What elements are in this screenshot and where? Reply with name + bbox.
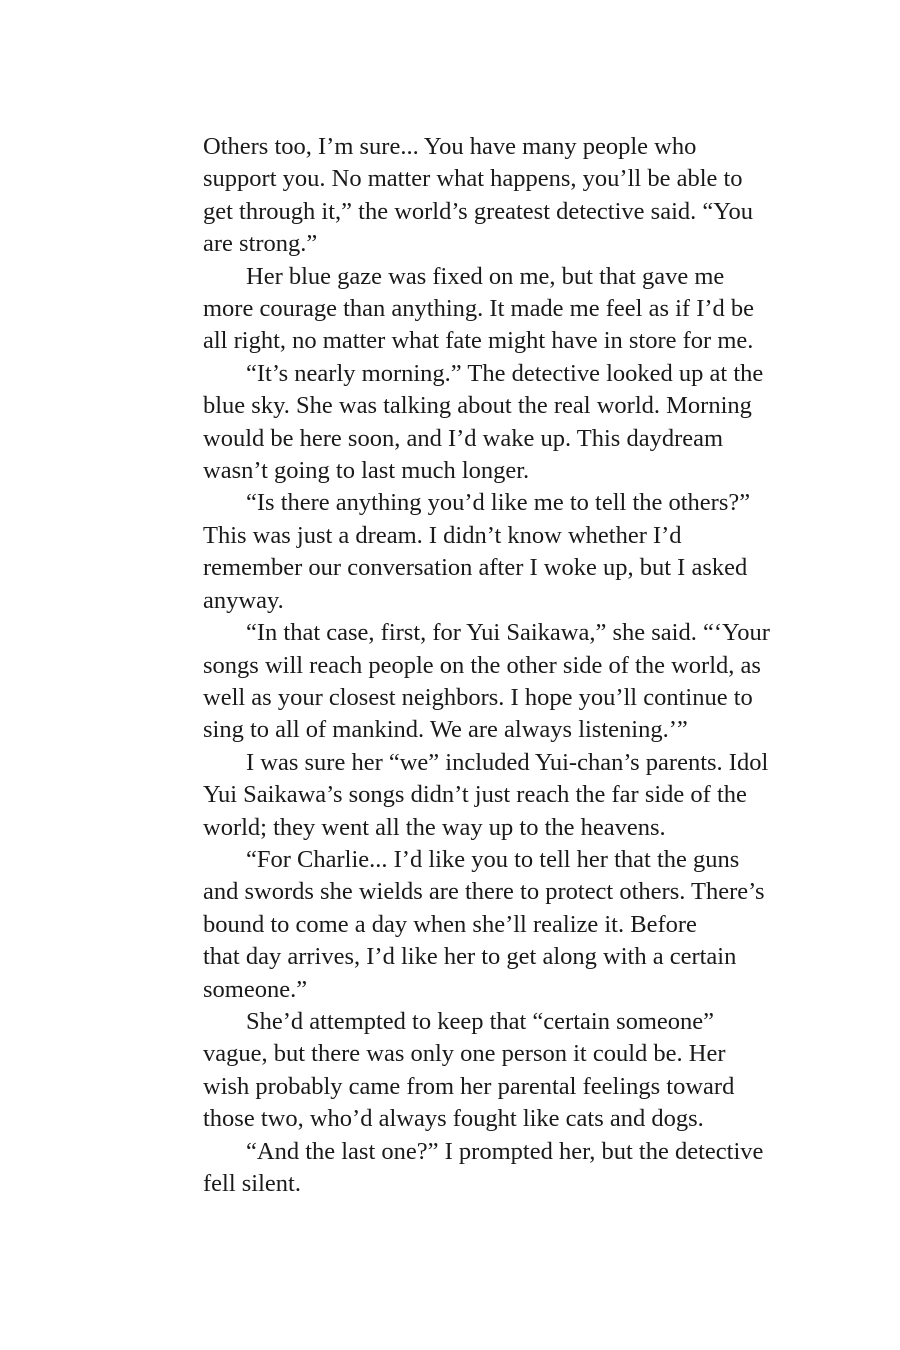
text-line: wish probably came from her parental feelings toward bbox=[203, 1072, 735, 1100]
text-line: This was just a dream. I didn’t know whether I’d bbox=[203, 521, 682, 549]
text-line: support you. No matter what happens, you’ll be able to bbox=[203, 165, 743, 193]
text-line: Others too, I’m sure... You have many people who bbox=[203, 133, 697, 160]
text-line: anyway. bbox=[203, 586, 284, 614]
paragraph-first-line: “In that case, first, for Yui Saikawa,” she said. “‘Your bbox=[246, 619, 770, 647]
text-line: wasn’t going to last much longer. bbox=[203, 457, 530, 485]
text-line: and swords she wields are there to protect others. There’s bbox=[203, 878, 765, 906]
page-body-text bbox=[203, 131, 823, 1200]
text-line: Yui Saikawa’s songs didn’t just reach the far side of the bbox=[203, 781, 747, 809]
text-line: that day arrives, I’d like her to get along with a certain bbox=[203, 943, 737, 971]
text-line: get through it,” the world’s greatest detective said. “You bbox=[203, 197, 753, 225]
text-line: fell silent. bbox=[203, 1170, 301, 1197]
text-line: are strong.” bbox=[203, 230, 318, 258]
paragraph-first-line: She’d attempted to keep that “certain someone” bbox=[246, 1007, 715, 1035]
paragraph-first-line: “It’s nearly morning.” The detective looked up at the bbox=[246, 359, 764, 387]
text-line: someone.” bbox=[203, 975, 308, 1003]
text-line: bound to come a day when she’ll realize it. Before bbox=[203, 910, 697, 938]
text-line: world; they went all the way up to the heavens. bbox=[203, 813, 666, 841]
text-line: more courage than anything. It made me feel as if I’d be bbox=[203, 295, 755, 323]
text-line: well as your closest neighbors. I hope you’ll continue to bbox=[203, 683, 753, 711]
text-line: those two, who’d always fought like cats and dogs. bbox=[203, 1105, 704, 1133]
text-line: would be here soon, and I’d wake up. This daydream bbox=[203, 424, 724, 452]
paragraph-first-line: I was sure her “we” included Yui-chan’s parents. Idol bbox=[246, 748, 769, 776]
text-line: vague, but there was only one person it could be. Her bbox=[203, 1040, 726, 1068]
paragraph-first-line: “Is there anything you’d like me to tell the others?” bbox=[246, 489, 751, 517]
text-line: sing to all of mankind. We are always listening.’” bbox=[203, 716, 688, 744]
text-line: remember our conversation after I woke up, but I asked bbox=[203, 554, 748, 582]
text-line: blue sky. She was talking about the real world. Morning bbox=[203, 392, 752, 420]
paragraph-first-line: “For Charlie... I’d like you to tell her that the guns bbox=[246, 845, 740, 873]
paragraph-first-line: Her blue gaze was fixed on me, but that gave me bbox=[246, 262, 725, 290]
text-line: all right, no matter what fate might have in store for me. bbox=[203, 327, 754, 355]
paragraph-first-line: “And the last one?” I prompted her, but the detective bbox=[246, 1137, 764, 1165]
text-line: songs will reach people on the other side of the world, as bbox=[203, 651, 761, 679]
